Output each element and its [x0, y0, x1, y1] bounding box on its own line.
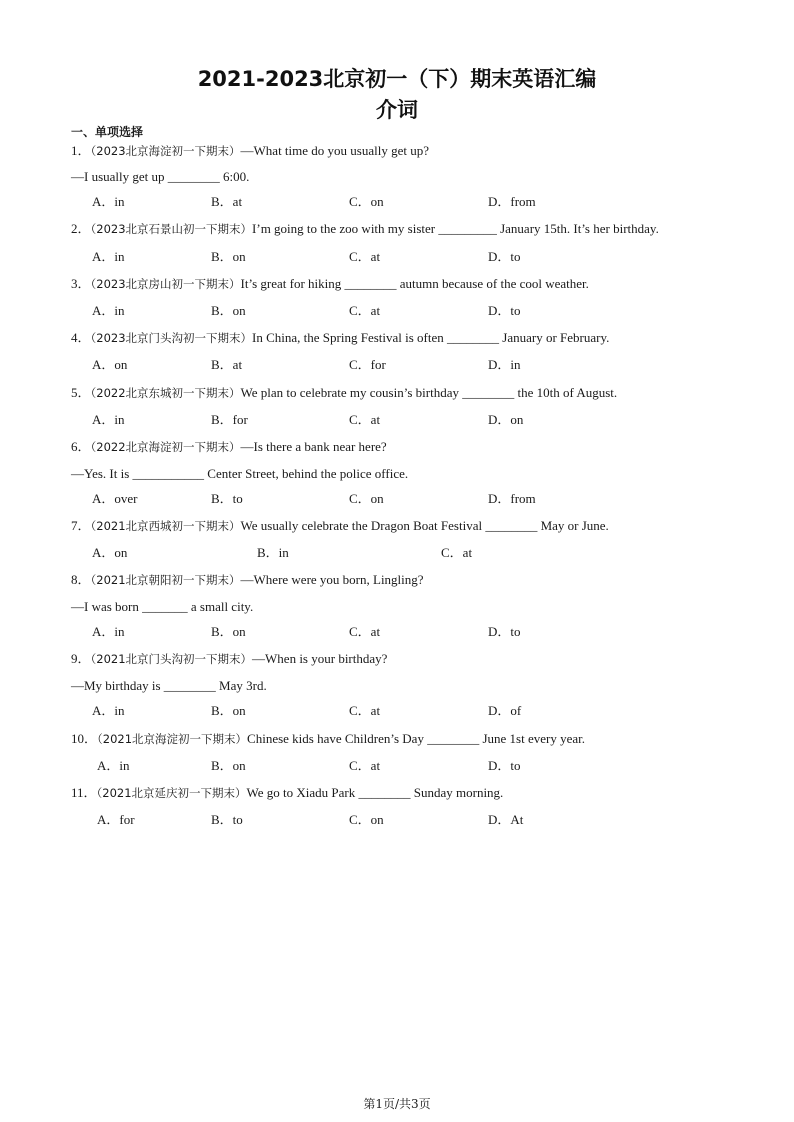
- question-8-option-d[interactable]: D．to: [488, 624, 521, 639]
- question-9-option-d[interactable]: D．of: [488, 703, 522, 718]
- page-number-footer: 第1页/共3页: [363, 1097, 431, 1111]
- question-9-option-c[interactable]: C．at: [349, 703, 381, 718]
- question-3-option-a[interactable]: A．in: [92, 303, 125, 318]
- question-8-option-c[interactable]: C．at: [349, 624, 381, 639]
- question-10-option-c[interactable]: C．at: [349, 758, 381, 773]
- question-8-option-b[interactable]: B．on: [211, 624, 246, 639]
- question-11-option-c[interactable]: C．on: [349, 812, 384, 827]
- question-11-stem: 11．（2021北京延庆初一下期末）We go to Xiadu Park ________ Sunday morning.: [71, 785, 504, 800]
- question-4-option-b[interactable]: B．at: [211, 357, 243, 372]
- question-6-option-a[interactable]: A．over: [92, 491, 138, 506]
- question-3-option-b[interactable]: B．on: [211, 303, 246, 318]
- question-4-option-c[interactable]: C．for: [349, 357, 386, 372]
- question-9-option-b[interactable]: B．on: [211, 703, 246, 718]
- question-5-stem: 5．（2022北京东城初一下期末）We plan to celebrate my cousin’s birthday ________ the 10th of August.: [71, 385, 618, 400]
- question-5-option-a[interactable]: A．in: [92, 412, 125, 427]
- question-6-stem: 6．（2022北京海淀初一下期末）—Is there a bank near here?: [71, 439, 387, 454]
- section-heading: 一、单项选择: [71, 125, 144, 139]
- question-7-option-c[interactable]: C．at: [441, 545, 473, 560]
- question-2-stem: 2．（2023北京石景山初一下期末）I’m going to the zoo with my sister _________ January 15th. It’s her birthday.: [71, 221, 659, 236]
- question-2-option-a[interactable]: A．in: [92, 249, 125, 264]
- question-10-option-a[interactable]: A．in: [97, 758, 130, 773]
- question-1-option-a[interactable]: A．in: [92, 194, 125, 209]
- question-7-option-a[interactable]: A．on: [92, 545, 128, 560]
- question-6-option-c[interactable]: C．on: [349, 491, 384, 506]
- question-4-option-a[interactable]: A．on: [92, 357, 128, 372]
- question-6-option-d[interactable]: D．from: [488, 491, 536, 506]
- question-8-stem: 8．（2021北京朝阳初一下期末）—Where were you born, Lingling?: [71, 572, 424, 587]
- question-4-stem: 4．（2023北京门头沟初一下期末）In China, the Spring Festival is often ________ January or February.: [71, 330, 610, 345]
- question-1-option-d[interactable]: D．from: [488, 194, 536, 209]
- question-8-stem-line2: —I was born _______ a small city.: [71, 599, 254, 614]
- question-11-option-b[interactable]: B．to: [211, 812, 243, 827]
- question-5-option-d[interactable]: D．on: [488, 412, 524, 427]
- document-title: 2021-2023北京初一（下）期末英语汇编: [197, 67, 597, 91]
- question-5-option-c[interactable]: C．at: [349, 412, 381, 427]
- question-8-option-a[interactable]: A．in: [92, 624, 125, 639]
- question-1-option-b[interactable]: B．at: [211, 194, 243, 209]
- question-1-option-c[interactable]: C．on: [349, 194, 384, 209]
- question-3-stem: 3．（2023北京房山初一下期末）It’s great for hiking ________ autumn because of the cool weather.: [71, 276, 589, 291]
- question-2-option-d[interactable]: D．to: [488, 249, 521, 264]
- question-1-stem: 1．（2023北京海淀初一下期末）—What time do you usually get up?: [71, 143, 429, 158]
- question-11-option-a[interactable]: A．for: [97, 812, 135, 827]
- question-10-option-d[interactable]: D．to: [488, 758, 521, 773]
- question-9-stem-line2: —My birthday is ________ May 3rd.: [71, 678, 267, 693]
- question-3-option-c[interactable]: C．at: [349, 303, 381, 318]
- question-7-option-b[interactable]: B．in: [257, 545, 289, 560]
- question-7-stem: 7．（2021北京西城初一下期末）We usually celebrate the Dragon Boat Festival ________ May or June.: [71, 518, 609, 533]
- question-4-option-d[interactable]: D．in: [488, 357, 521, 372]
- question-6-option-b[interactable]: B．to: [211, 491, 243, 506]
- question-5-option-b[interactable]: B．for: [211, 412, 248, 427]
- question-9-stem: 9．（2021北京门头沟初一下期末）—When is your birthday?: [71, 651, 388, 666]
- question-10-option-b[interactable]: B．on: [211, 758, 246, 773]
- question-2-option-c[interactable]: C．at: [349, 249, 381, 264]
- document-subtitle: 介词: [376, 98, 418, 122]
- question-6-stem-line2: —Yes. It is ___________ Center Street, behind the police office.: [71, 466, 409, 481]
- question-1-stem-line2: —I usually get up ________ 6:00.: [71, 169, 250, 184]
- question-3-option-d[interactable]: D．to: [488, 303, 521, 318]
- question-2-option-b[interactable]: B．on: [211, 249, 246, 264]
- question-11-option-d[interactable]: D．At: [488, 812, 524, 827]
- question-10-stem: 10．（2021北京海淀初一下期末）Chinese kids have Children’s Day ________ June 1st every year.: [71, 731, 585, 746]
- question-9-option-a[interactable]: A．in: [92, 703, 125, 718]
